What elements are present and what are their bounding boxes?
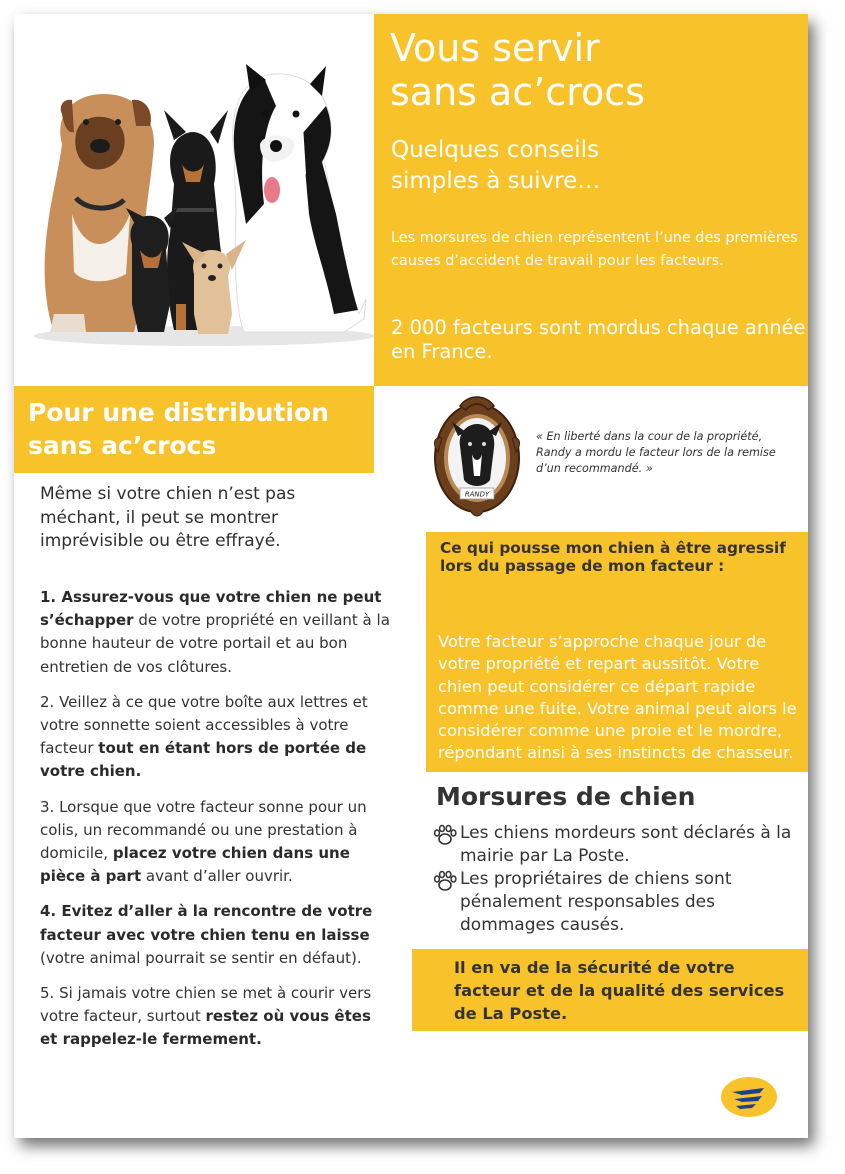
- aggression-title: Ce qui pousse mon chien à être agressif lors du passage de mon facteur :: [440, 539, 786, 575]
- la-poste-logo-icon: [720, 1076, 778, 1122]
- flyer-page: [14, 14, 808, 1138]
- tip-bold: tout en étant hors de portée de votre chien.: [40, 739, 367, 781]
- tip-text: avant d’aller ouvrir.: [141, 867, 293, 886]
- tip-item: [40, 691, 390, 784]
- tip-text: (votre animal pourrait se sentir en défaut).: [40, 948, 362, 967]
- paw-icon: [432, 822, 460, 868]
- tip-bold: 4. Evitez d’aller à la rencontre de votre facteur avec votre chien tenu en laisse: [40, 902, 373, 944]
- hero-subtitle: [391, 135, 600, 197]
- tip-bold: 1. Assurez-vous que votre chien ne peut s’échapper: [40, 588, 382, 630]
- securite-block: [412, 949, 808, 1031]
- tip-item: [40, 982, 390, 1052]
- tip-bold: placez votre chien dans une pièce à part: [40, 844, 350, 886]
- tip-text: 3. Lorsque que votre facteur sonne pour un colis, un recommandé ou une prestation à domicile,: [40, 797, 367, 863]
- hero-stat: 2 000 facteurs sont mordus chaque année en France.: [391, 316, 806, 363]
- hero-title-line2: sans ac’crocs: [390, 70, 645, 114]
- securite-text: Il en va de la sécurité de votre facteur et de la qualité des services de La Poste.: [454, 958, 785, 1023]
- tip-item: [40, 586, 390, 679]
- hero-title-line1: Vous servir: [390, 26, 600, 70]
- hero-text: Les morsures de chien représentent l’une des premières causes d’accident de travail pour les facteurs.: [391, 230, 798, 269]
- ornate-frame: [430, 392, 524, 520]
- aggression-block: [426, 532, 808, 772]
- tip-text: de votre propriété en veillant à la bonne hauteur de votre portail et au bon entretien de vos clôtures.: [40, 611, 390, 676]
- morsures-title: Morsures de chien: [436, 782, 696, 811]
- tip-text: 5. Si jamais votre chien se met à courir vers votre facteur, surtout: [40, 984, 372, 1026]
- frame-nameplate: RANDY: [464, 490, 490, 499]
- tip-bold: restez où vous êtes et rappelez-le fermement.: [40, 1007, 371, 1049]
- morsures-list: [432, 822, 808, 937]
- tip-text: 2. Veillez à ce que votre boîte aux lettres et votre sonnette soient accessibles à votre facteur: [40, 692, 368, 758]
- hero-subtitle-line2: simples à suivre…: [391, 168, 601, 194]
- aggression-text: Votre facteur s’approche chaque jour de votre propriété et repart aussitôt. Votre chien peut considérer ce départ rapide comme une fuite. Votre animal peut alors le considérer comme une proie et le mordre, répondant ainsi à ses instincts de chasseur.: [438, 632, 797, 763]
- distribution-title-line1: Pour une distribution: [28, 398, 329, 427]
- dogs-photo: [14, 14, 374, 384]
- framed-dog-portrait: [430, 392, 524, 520]
- tip-item: [40, 796, 390, 889]
- morsures-item: [432, 868, 808, 937]
- paw-icon: [432, 868, 460, 937]
- morsures-item-text: Les propriétaires de chiens sont pénalement responsables des dommages causés.: [460, 869, 732, 935]
- tip-item: [40, 900, 390, 970]
- border-collie: [233, 64, 366, 332]
- hero-block: [374, 14, 808, 386]
- randy-quote: « En liberté dans la cour de la propriété, Randy a mordu le facteur lors de la remise d’un recommandé. »: [536, 430, 776, 475]
- distribution-intro: Même si votre chien n’est pas méchant, il peut se montrer imprévisible ou être effrayé.: [40, 484, 296, 551]
- distribution-title-line2: sans ac’crocs: [28, 431, 217, 460]
- hero-subtitle-line1: Quelques conseils: [391, 137, 600, 163]
- hero-title: [390, 26, 645, 114]
- morsures-item: [432, 822, 808, 868]
- morsures-item-text: Les chiens mordeurs sont déclarés à la mairie par La Poste.: [460, 823, 792, 866]
- dogs-illustration: [14, 14, 374, 384]
- tips-list: [40, 586, 390, 1064]
- distribution-title: [28, 396, 329, 462]
- distribution-heading-block: [14, 386, 374, 473]
